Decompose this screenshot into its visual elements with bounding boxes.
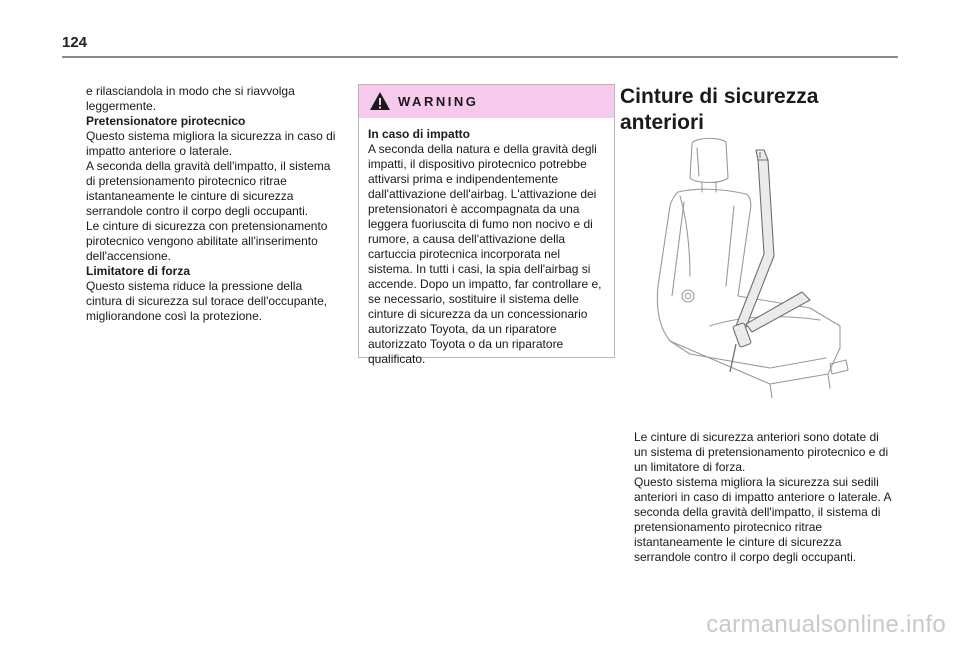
limiter-heading: Limitatore di forza: [86, 264, 191, 278]
pretensioner-paragraph-2: A seconda della gravità dell'impatto, il sistema di pretensionamento pirotecnico ritrae istantaneamente le cinture di sicurezza serrandole contro il corpo degli occupanti.: [86, 159, 331, 218]
warning-triangle-icon: [369, 91, 391, 111]
page-number: 124: [62, 34, 88, 51]
front-belts-paragraph-1: Le cinture di sicurezza anteriori sono dotate di un sistema di pretensionamento pirotecnico e di un limitatore di forza.: [634, 430, 889, 474]
warning-title: WARNING: [398, 94, 479, 109]
warning-body: [359, 118, 614, 367]
section-title: Cinture di sicurezza anteriori: [620, 85, 819, 134]
watermark: carmanualsonline.info: [706, 611, 946, 638]
left-column: [86, 84, 338, 324]
limiter-paragraph: Questo sistema riduce la pressione della cintura di sicurezza sul torace dell'occupante, migliorandone così la protezione.: [86, 279, 328, 323]
header-divider: [62, 56, 898, 58]
pretensioner-paragraph-1: Questo sistema migliora la sicurezza in caso di impatto anteriore o laterale.: [86, 129, 336, 158]
intro-text: e rilasciandola in modo che si riavvolga leggermente.: [86, 84, 295, 113]
front-belts-paragraph-2: Questo sistema migliora la sicurezza sui sedili anteriori in caso di impatto anteriore o laterale. A seconda della gravità dell'impatto, il sistema di pretensionamento pirotecnico ritrae istantaneamente le cinture di sicurezza serrandole contro il corpo degli occupanti.: [634, 475, 891, 564]
right-column-text: [634, 430, 892, 565]
warning-subheading: In caso di impatto: [368, 127, 471, 141]
warning-header: [359, 85, 614, 118]
pretensioner-heading: Pretensionatore pirotecnico: [86, 114, 246, 128]
warning-text: A seconda della natura e della gravità degli impatti, il dispositivo pirotecnico potrebbe attivarsi prima e indipendentemente dall'attivazione dell'airbag. L'attivazione dei pretensionatori è accompagnata da una leggera fuoriuscita di fumo non nocivo e di rumore, a causa dell'attivazione della cartuccia pirotecnica incorporata nel sistema. In tutti i casi, la spia dell'airbag si accende. Dopo un impatto, far controllare e, se necessario, sostituire il sistema delle cinture di sicurezza da un concessionario autorizzato Toyota, da un riparatore autorizzato Toyota o da un riparatore qualificato.: [368, 142, 602, 366]
seat-belt-illustration: [650, 136, 860, 398]
warning-box: [358, 84, 615, 366]
pretensioner-paragraph-3: Le cinture di sicurezza con pretensionamento pirotecnico vengono abilitate all'inserimento dell'accensione.: [86, 219, 328, 263]
